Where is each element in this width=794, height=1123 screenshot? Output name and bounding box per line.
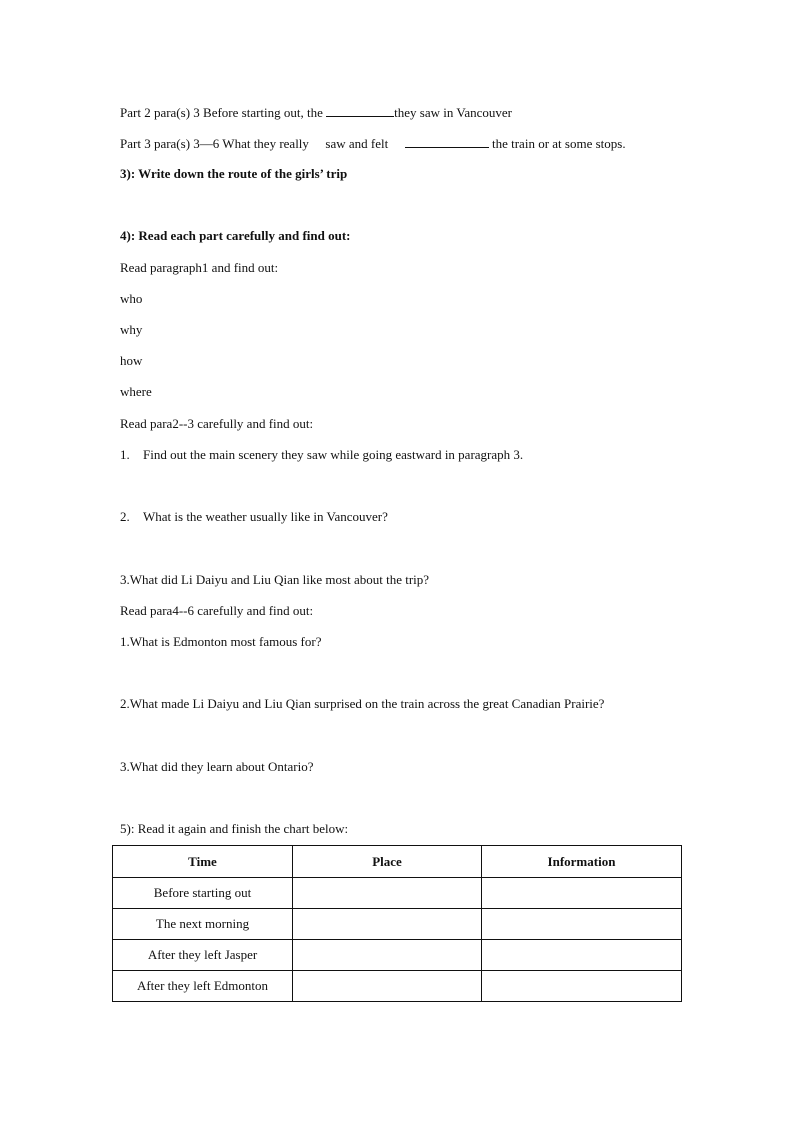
para2-3-question-3: 3.What did Li Daiyu and Liu Qian like most about the trip? [120,572,430,587]
part3-blank[interactable] [405,135,489,148]
para4-6-question-3: 3.What did they learn about Ontario? [120,759,314,774]
information-cell[interactable] [482,971,682,1002]
para2-3-question-1 [120,447,523,463]
time-cell: Before starting out [113,878,293,909]
q5-heading: 5): Read it again and finish the chart below: [120,821,349,836]
table-row [113,971,682,1002]
para4-6-question-2: 2.What made Li Daiyu and Liu Qian surprised on the train across the great Canadian Prairie? [120,696,605,711]
information-cell[interactable] [482,878,682,909]
para2-3-question-2 [120,509,388,525]
part2-suffix: they saw in Vancouver [394,105,512,120]
part3-prefix: Part 3 para(s) 3—6 What they really [120,136,309,151]
trip-chart [112,845,682,1002]
header-time: Time [113,846,293,878]
question-number: 1. [120,447,130,462]
para1-item-who: who [120,291,143,306]
time-cell: After they left Jasper [113,940,293,971]
place-cell[interactable] [293,940,482,971]
part3-middle: saw and felt [325,136,389,151]
para1-item-how: how [120,353,143,368]
question-text: What is the weather usually like in Vancouver? [143,509,388,524]
para1-intro: Read paragraph1 and find out: [120,260,279,275]
part2-blank[interactable] [326,104,394,117]
para4-6-intro: Read para4--6 carefully and find out: [120,603,314,618]
table-row [113,878,682,909]
table-row [113,909,682,940]
time-cell: After they left Edmonton [113,971,293,1002]
para4-6-question-1: 1.What is Edmonton most famous for? [120,634,322,649]
information-cell[interactable] [482,940,682,971]
header-information: Information [482,846,682,878]
information-cell[interactable] [482,909,682,940]
para1-item-where: where [120,384,152,399]
part3-line [120,135,626,152]
q4-heading: 4): Read each part carefully and find out: [120,228,351,243]
part2-prefix: Part 2 para(s) 3 Before starting out, the [120,105,323,120]
part3-suffix: the train or at some stops. [491,136,626,151]
para2-3-intro: Read para2--3 carefully and find out: [120,416,314,431]
time-cell: The next morning [113,909,293,940]
question-text: Find out the main scenery they saw while going eastward in paragraph 3. [143,447,524,462]
para1-item-why: why [120,322,143,337]
place-cell[interactable] [293,878,482,909]
table-header-row [113,846,682,878]
place-cell[interactable] [293,909,482,940]
header-place: Place [293,846,482,878]
q3-heading: 3): Write down the route of the girls’ trip [120,166,348,181]
place-cell[interactable] [293,971,482,1002]
question-number: 2. [120,509,130,524]
table-row [113,940,682,971]
part2-line [120,104,512,121]
